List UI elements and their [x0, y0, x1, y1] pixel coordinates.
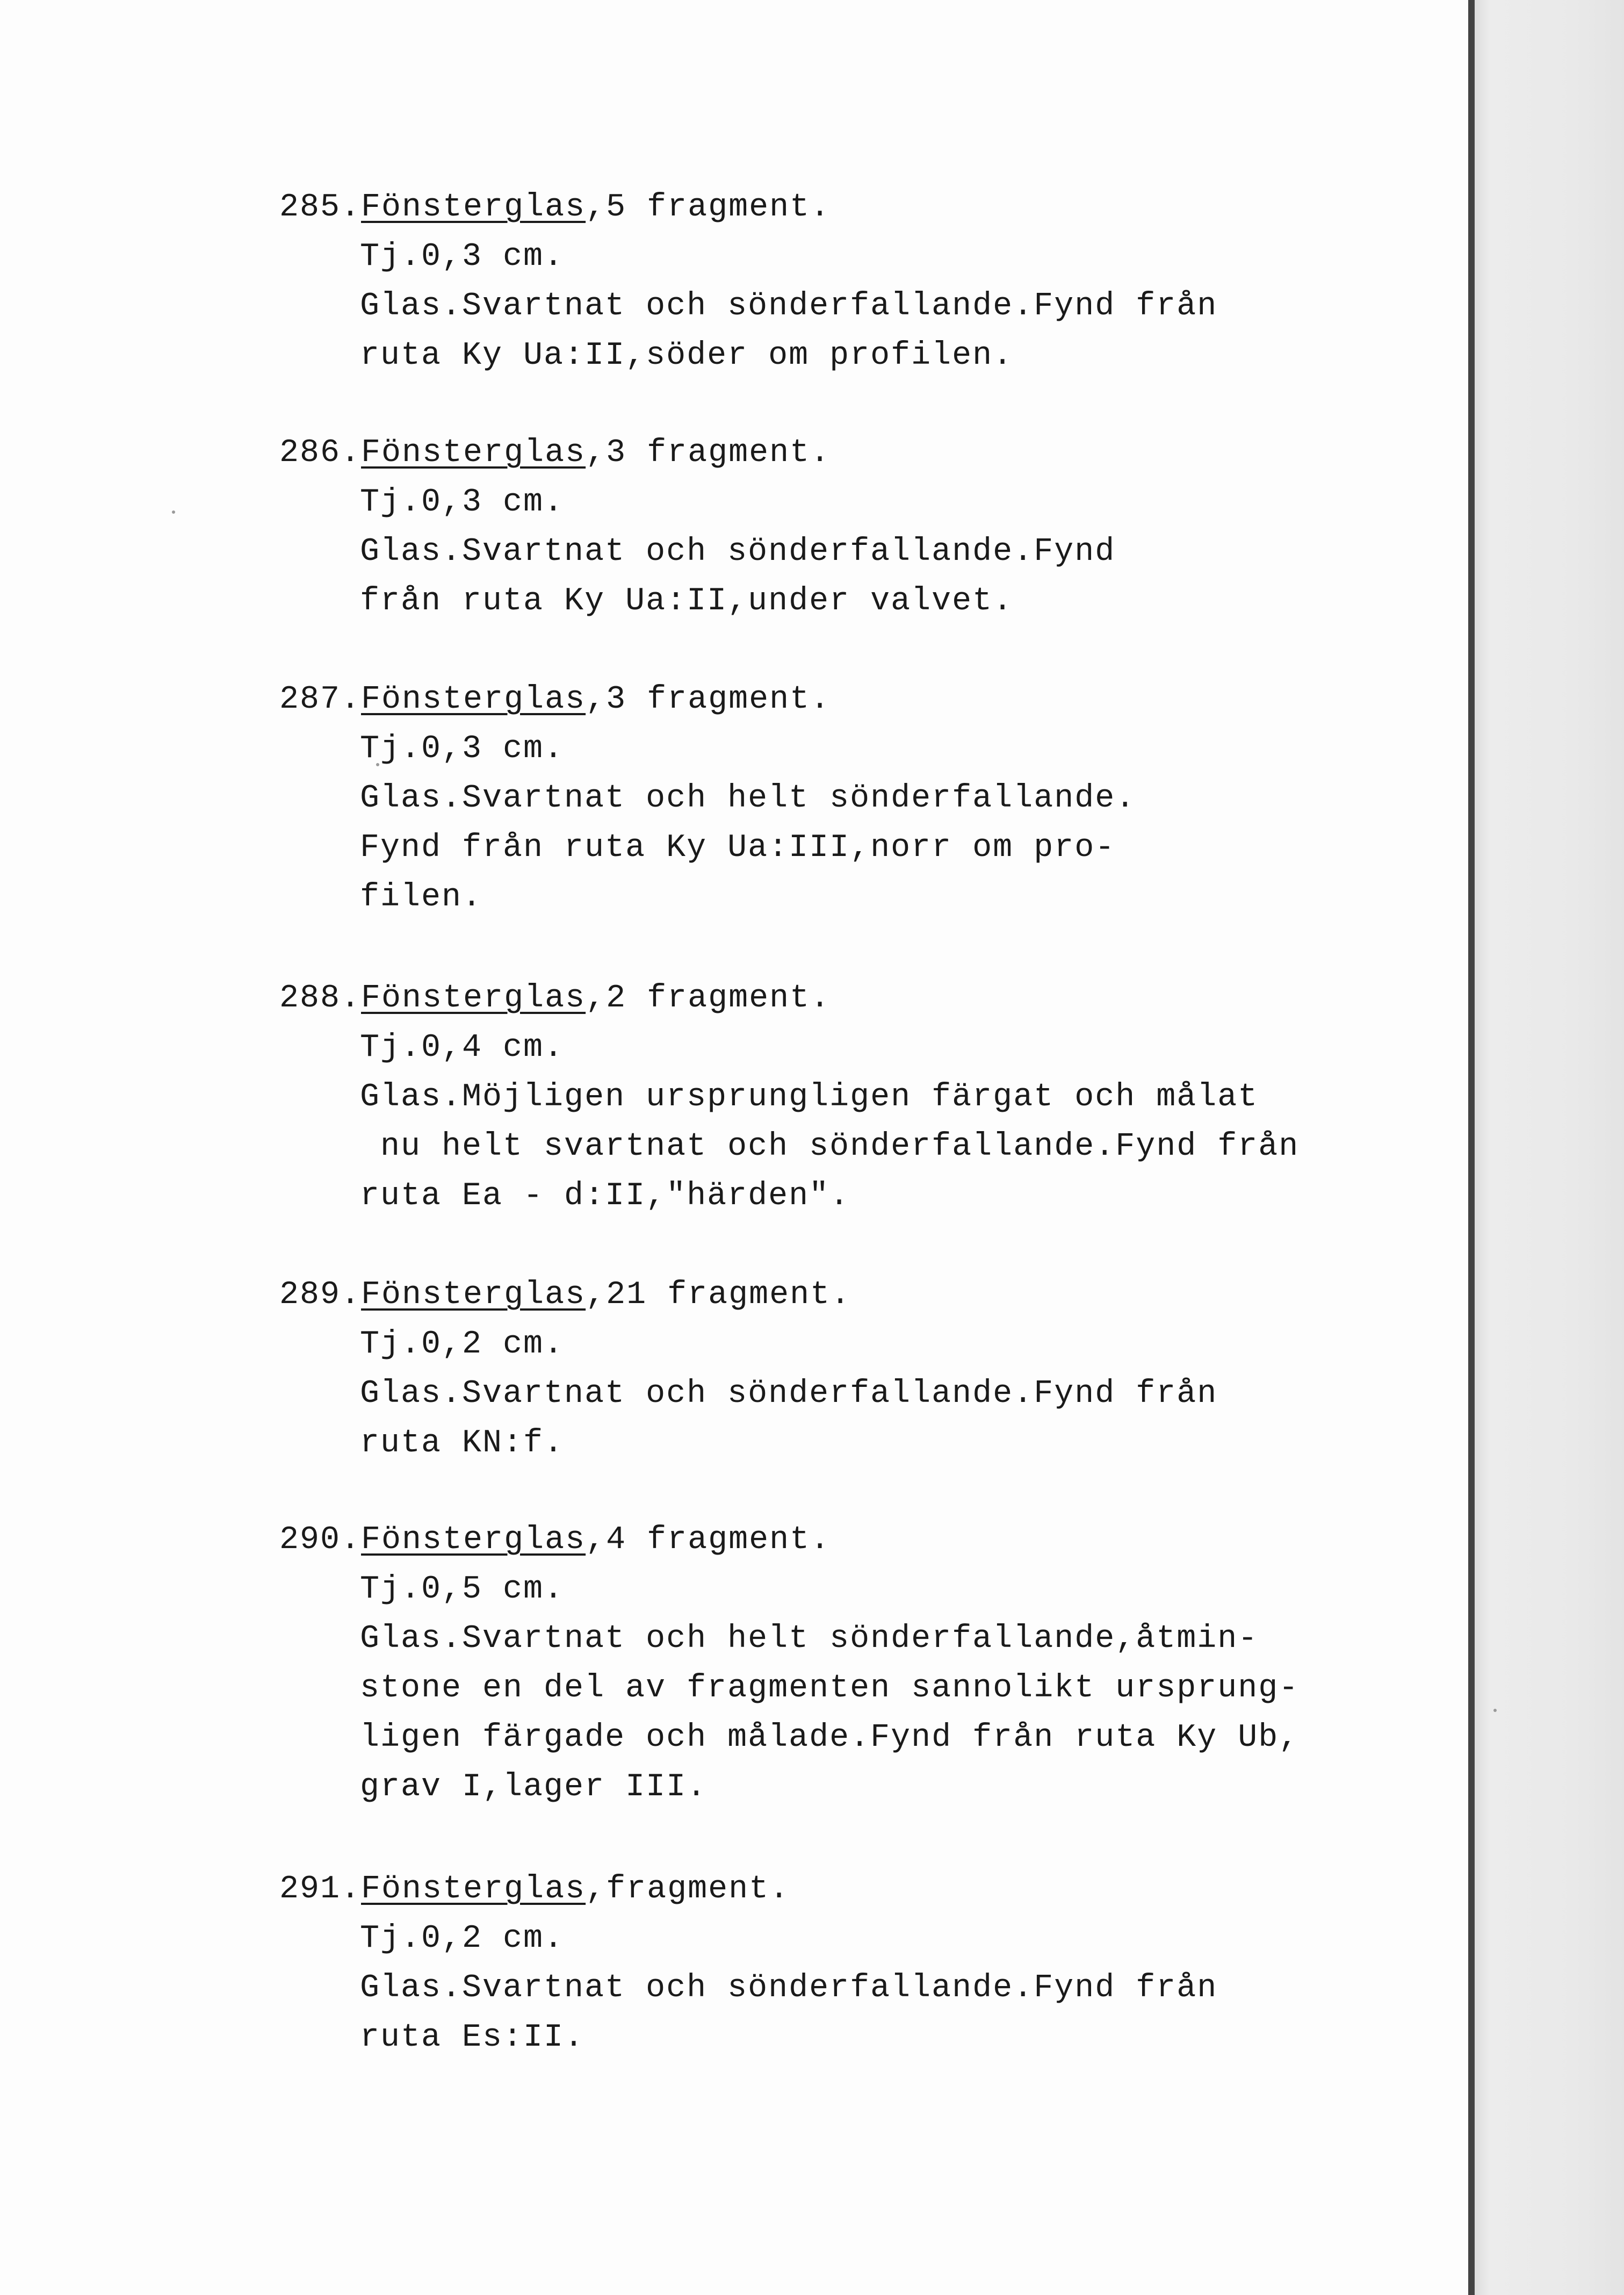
catalog-entry [279, 974, 1299, 1221]
entry-title: Fönsterglas [361, 980, 586, 1017]
entry-line: Tj.0,2 cm. [360, 1326, 565, 1363]
entry-line: ruta Es:II. [360, 2019, 585, 2056]
entry-line: Tj.0,4 cm. [360, 1030, 565, 1066]
paper-speck [1493, 1709, 1497, 1712]
entry-title: Fönsterglas [361, 189, 586, 226]
entry-body [279, 1320, 1217, 1468]
entry-body [279, 1914, 1217, 2062]
entry-title: Fönsterglas [361, 681, 586, 718]
entry-title: Fönsterglas [361, 1871, 586, 1908]
catalog-entry [279, 1270, 1217, 1468]
entry-line: ligen färgade och målade.Fynd från ruta Ky Ub, [360, 1720, 1300, 1756]
entry-line: Tj.0,3 cm. [360, 239, 565, 275]
entry-line: Tj.0,3 cm. [360, 484, 565, 521]
entry-line: Glas.Svartnat och sönderfallande.Fynd från [360, 288, 1218, 325]
entry-count: ,fragment. [586, 1871, 790, 1908]
entry-line: från ruta Ky Ua:II,under valvet. [360, 583, 1014, 620]
entry-line: Glas.Svartnat och helt sönderfallande,åtmin- [360, 1621, 1259, 1657]
entry-line: ruta Ky Ua:II,söder om profilen. [360, 337, 1014, 374]
catalog-entry [279, 183, 1217, 380]
entry-number: 288. [279, 980, 362, 1017]
entry-count: ,5 fragment. [586, 189, 831, 226]
entry-heading [279, 1865, 1217, 1914]
entry-title: Fönsterglas [361, 1522, 586, 1558]
entry-heading [279, 675, 1136, 724]
entry-line: Glas.Möjligen ursprungligen färgat och målat [360, 1079, 1259, 1116]
entry-heading [279, 183, 1217, 232]
entry-number: 290. [279, 1522, 362, 1558]
entry-line: Glas.Svartnat och helt sönderfallande. [360, 780, 1136, 817]
entry-line: grav I,lager III. [360, 1769, 708, 1805]
paper-speck [172, 510, 175, 514]
entry-body [279, 478, 1115, 626]
entry-body [279, 232, 1217, 380]
entry-heading [279, 1270, 1217, 1320]
entry-line: stone en del av fragmenten sannolikt ursprung- [360, 1670, 1300, 1707]
entry-count: ,4 fragment. [586, 1522, 831, 1558]
entry-line: Fynd från ruta Ky Ua:III,norr om pro- [360, 830, 1116, 866]
entry-line: Tj.0,2 cm. [360, 1920, 565, 1957]
entry-line: ruta Ea - d:II,"härden". [360, 1178, 850, 1214]
catalog-entry [279, 675, 1136, 922]
entry-count: ,3 fragment. [586, 681, 831, 718]
entry-count: ,2 fragment. [586, 980, 831, 1017]
catalog-entry [279, 1515, 1299, 1812]
entry-number: 286. [279, 435, 362, 471]
entry-title: Fönsterglas [361, 1277, 586, 1313]
entry-line: Glas.Svartnat och sönderfallande.Fynd [360, 534, 1116, 570]
entry-body [279, 724, 1136, 922]
entry-line: Tj.0,3 cm. [360, 731, 565, 767]
entry-count: ,3 fragment. [586, 435, 831, 471]
entry-body [279, 1565, 1299, 1812]
entry-heading [279, 1515, 1299, 1565]
page-edge-line [1468, 0, 1475, 2295]
page-edge-shadow [1468, 0, 1624, 2295]
entry-number: 285. [279, 189, 362, 226]
entry-line: Tj.0,5 cm. [360, 1571, 565, 1608]
entry-body [279, 1023, 1299, 1221]
entry-number: 289. [279, 1277, 362, 1313]
entry-number: 291. [279, 1871, 362, 1908]
entry-count: ,21 fragment. [586, 1277, 851, 1313]
entry-line: nu helt svartnat och sönderfallande.Fynd från [360, 1128, 1300, 1165]
entry-line: ruta KN:f. [360, 1425, 565, 1462]
entry-line: Glas.Svartnat och sönderfallande.Fynd från [360, 1970, 1218, 2006]
entry-line: filen. [360, 879, 483, 916]
entry-heading [279, 974, 1299, 1023]
entry-line: Glas.Svartnat och sönderfallande.Fynd från [360, 1376, 1218, 1412]
entry-heading [279, 428, 1115, 478]
catalog-entry [279, 428, 1115, 626]
entry-title: Fönsterglas [361, 435, 586, 471]
entry-number: 287. [279, 681, 362, 718]
catalog-entry [279, 1865, 1217, 2062]
